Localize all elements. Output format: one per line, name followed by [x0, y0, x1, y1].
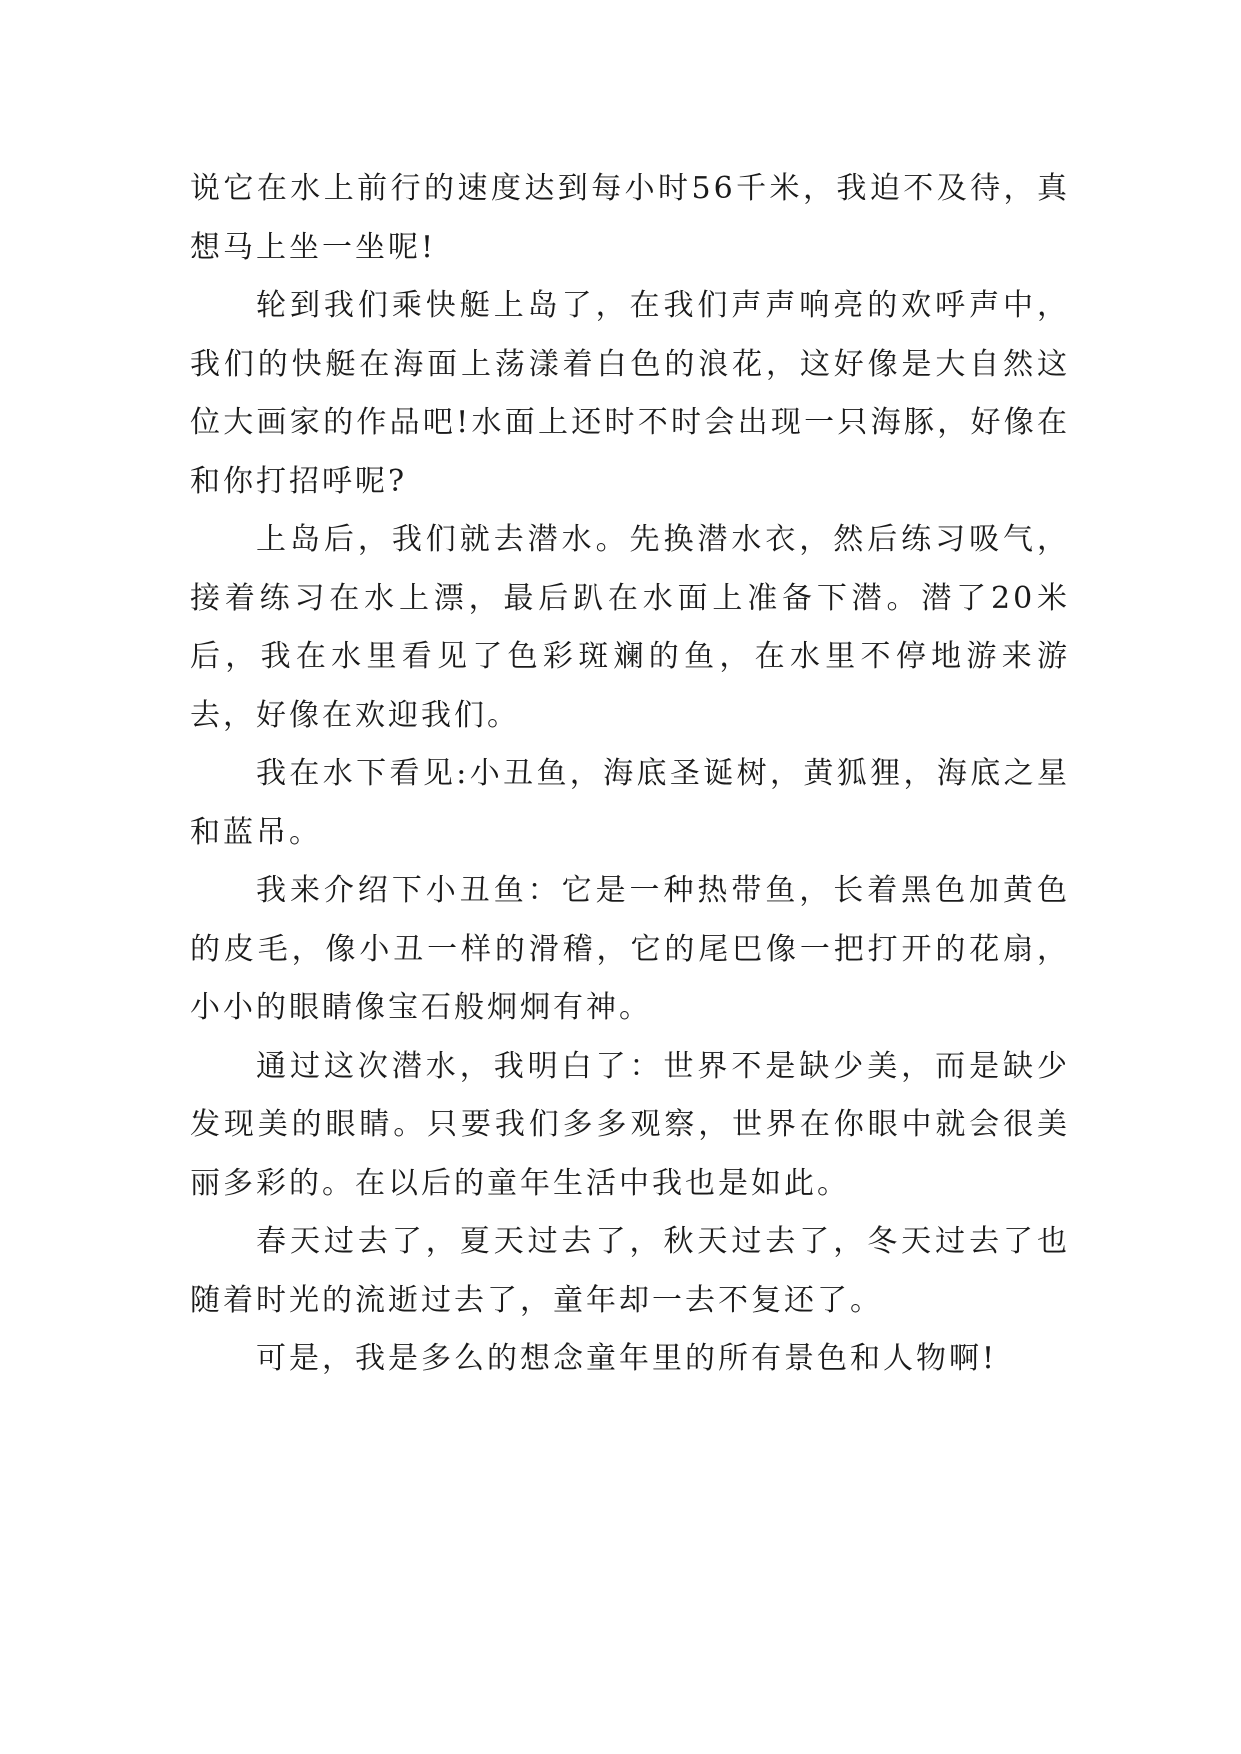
- paragraph: 可是，我是多么的想念童年里的所有景色和人物啊!: [256, 1341, 998, 1376]
- paragraph: 上岛后，我们就去潜水。先换潜水衣，然后练习吸气，接着练习在水上漂，最后趴在水面上准备下潜。潜了20米后，我在水里看见了色彩斑斓的鱼，在水里不停地游来游去，好像在欢迎我们。: [190, 522, 1070, 733]
- paragraph: 说它在水上前行的速度达到每小时56千米，我迫不及待，真想马上坐一坐呢!: [190, 171, 1070, 265]
- document-body: [190, 160, 1070, 1389]
- paragraph: 轮到我们乘快艇上岛了，在我们声声响亮的欢呼声中，我们的快艇在海面上荡漾着白色的浪花，这好像是大自然这位大画家的作品吧!水面上还时不时会出现一只海豚，好像在和你打招呼呢?: [190, 288, 1070, 499]
- paragraph: 我来介绍下小丑鱼：它是一种热带鱼，长着黑色加黄色的皮毛，像小丑一样的滑稽，它的尾巴像一把打开的花扇，小小的眼睛像宝石般炯炯有神。: [190, 873, 1070, 1025]
- paragraph: 通过这次潜水，我明白了：世界不是缺少美，而是缺少发现美的眼睛。只要我们多多观察，世界在你眼中就会很美丽多彩的。在以后的童年生活中我也是如此。: [190, 1048, 1070, 1201]
- paragraph: 我在水下看见:小丑鱼，海底圣诞树，黄狐狸，海底之星和蓝吊。: [190, 756, 1070, 850]
- paragraph: 春天过去了，夏天过去了，秋天过去了，冬天过去了也随着时光的流逝过去了，童年却一去不复还了。: [190, 1224, 1070, 1318]
